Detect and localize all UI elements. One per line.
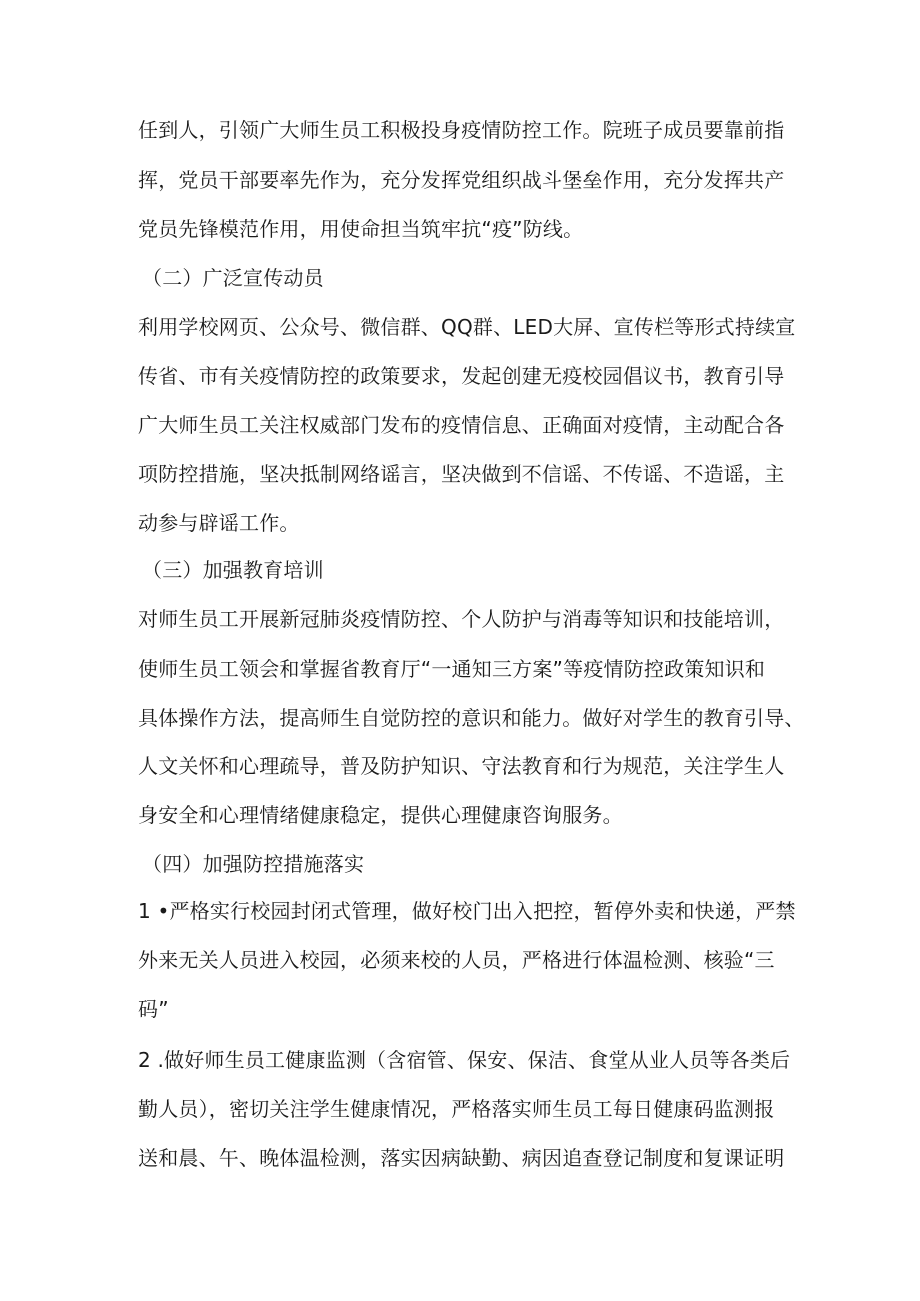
list-item-line: 勤人员），密切关注学生健康情况，严格落实师生员工每日健康码监测报 [138, 1097, 775, 1121]
paragraph-line: 使师生员工领会和掌握省教育厅“一通知三方案”等疫情防控政策知识和 [138, 657, 766, 681]
paragraph-line: 利用学校网页、公众号、微信群、QQ群、LED大屏、宣传栏等形式持续宣 [138, 315, 796, 339]
paragraph-line: 动参与辟谣工作。 [138, 511, 300, 535]
paragraph-line: 任到人，引领广大师生员工积极投身疫情防控工作。院班子成员要靠前指 [138, 118, 785, 142]
paragraph-line: 对师生员工开展新冠肺炎疫情防控、个人防护与消毒等知识和技能培训， [138, 607, 785, 631]
paragraph-line: 项防控措施，坚决抵制网络谣言，坚决做到不信谣、不传谣、不造谣，主 [138, 462, 785, 486]
paragraph-line: 具体操作方法，提高师生自觉防控的意识和能力。做好对学生的教育引导、 [138, 706, 805, 730]
paragraph-line: 广大师生员工关注权威部门发布的疫情信息、正确面对疫情，主动配合各 [138, 413, 785, 437]
paragraph-line: 传省、市有关疫情防控的政策要求，发起创建无疫校园倡议书，教育引导 [138, 364, 785, 388]
section-heading: （四）加强防控措施落实 [142, 852, 365, 876]
list-item-line: 送和晨、午、晚体温检测，落实因病缺勤、病因追查登记制度和复课证明 [138, 1146, 785, 1170]
paragraph-line: 身安全和心理情绪健康稳定，提供心理健康咨询服务。 [138, 803, 623, 827]
paragraph-line: 人文关怀和心理疏导，普及防护知识、守法教育和行为规范，关注学生人 [138, 754, 785, 778]
section-heading: （二）广泛宣传动员 [142, 266, 324, 290]
list-item-line: 外来无关人员进入校园，必须来校的人员，严格进行体温检测、核验“三 [138, 948, 775, 972]
list-item-line: 2 .做好师生员工健康监测（含宿管、保安、保洁、食堂从业人员等各类后 [138, 1048, 791, 1072]
paragraph-line: 挥，党员干部要率先作为，充分发挥党组织战斗堡垒作用，充分发挥共产 [138, 168, 785, 192]
list-item-line: 码” [138, 997, 169, 1021]
section-heading: （三）加强教育培训 [142, 558, 324, 582]
list-item-line: 1 •严格实行校园封闭式管理，做好校门出入把控，暂停外卖和快递，严禁 [138, 899, 796, 923]
paragraph-line: 党员先锋模范作用，用使命担当筑牢抗“疫”防线。 [138, 217, 584, 241]
